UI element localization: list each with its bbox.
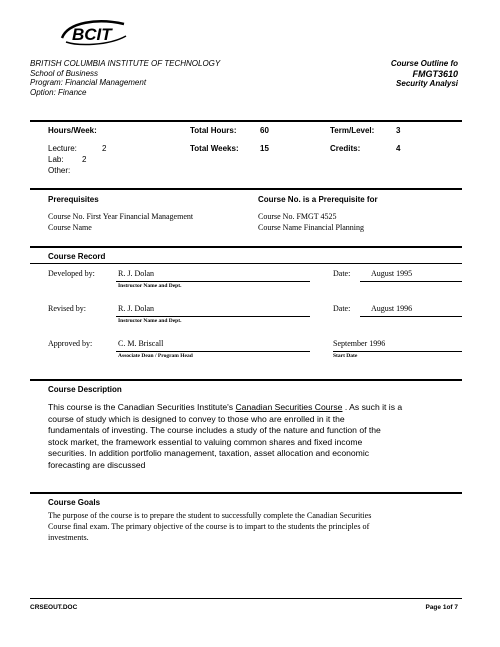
total-hours-value: 60 [260,126,269,135]
revised-label: Revised by: [48,304,86,313]
total-weeks-label: Total Weeks: [190,144,239,153]
revised-date-label: Date: [333,304,351,313]
signature-line [116,316,310,317]
prereq-course-no: Course No. First Year Financial Management [48,212,194,221]
total-hours-label: Total Hours: [190,126,237,135]
divider [30,246,462,248]
divider [30,379,462,381]
prereq-for-course-name: Course Name Financial Planning [258,223,364,232]
developed-name: R. J. Dolan [118,269,154,278]
course-record-heading: Course Record [48,252,106,261]
divider [30,188,462,190]
term-value: 3 [396,126,401,135]
revised-name: R. J. Dolan [118,304,154,313]
footer-page-number: Page 1of 7 [425,604,458,611]
lab-value: 2 [82,155,87,164]
divider [30,492,462,494]
signature-line [116,351,310,352]
header-left [30,59,220,97]
developed-date: August 1995 [371,269,413,278]
revised-caption: Instructor Name and Dept. [118,318,182,324]
description-text: . As such it is a [342,402,403,412]
date-line [333,351,462,352]
option-name: Option: Finance [30,87,87,97]
header-right [391,59,458,89]
developed-caption: Instructor Name and Dept. [118,283,182,289]
approved-label: Approved by: [48,339,93,348]
total-weeks-value: 15 [260,144,269,153]
goals-heading: Course Goals [48,498,101,507]
developed-date-label: Date: [333,269,351,278]
approved-name: C. M. Briscall [118,339,164,348]
hours-week-label: Hours/Week: [48,126,97,135]
prereq-course-name: Course Name [48,223,92,232]
approved-caption: Associate Dean / Program Head [118,353,193,359]
developed-label: Developed by: [48,269,95,278]
description-heading: Course Description [48,385,122,394]
signature-line [116,281,310,282]
credits-value: 4 [396,144,401,153]
date-line [360,316,462,317]
description-line: stock market, the framework essential to valuing common shares and fixed income [48,436,363,447]
course-code: FMGT3610 [412,69,458,79]
goals-line: investments. [48,533,89,542]
revised-date: August 1996 [371,304,413,313]
description-body [48,402,402,471]
goals-body [48,510,371,543]
lab-label: Lab: [48,155,64,164]
school-name: School of Business [30,68,99,78]
bcit-logo [58,16,130,52]
description-text: This course is the Canadian Securities Institute's [48,402,236,412]
description-line: forecasting are discussed [48,459,146,470]
lecture-value: 2 [102,144,107,153]
start-caption: Start Date [333,353,358,359]
divider [30,263,462,264]
course-title: Security Analysi [396,79,458,88]
outline-label: Course Outline fo [390,59,458,68]
description-line: securities. In addition portfolio management, taxation, asset allocation and economic [48,448,370,458]
program-name: Program: Financial Management [30,78,147,87]
date-line [360,281,462,282]
logo-text: BCIT [72,25,112,44]
prerequisites-heading: Prerequisites [48,195,99,204]
description-line: course of study which is designed to convey to those who are enrolled in it the [48,413,345,424]
institute-name: BRITISH COLUMBIA INSTITUTE OF TECHNOLOGY [30,59,221,68]
divider [30,120,462,122]
prereq-for-heading: Course No. is a Prerequisite for [258,195,378,204]
description-line: fundamentals of investing. The course includes a study of the nature and function of the [48,425,381,435]
other-label: Other: [48,166,71,175]
prereq-for-course-no: Course No. FMGT 4525 [258,212,337,221]
start-date: September 1996 [333,339,386,348]
term-label: Term/Level: [330,126,375,135]
footer-divider [30,598,462,599]
description-link-text: Canadian Securities Course [235,402,343,412]
goals-line: Course final exam. The primary objective of the course is to impart to the students the principles of [48,522,370,531]
footer-filename: CRSEOUT.DOC [30,604,78,611]
goals-line: The purpose of the course is to prepare the student to successfully complete the Canadian Securities [48,511,372,520]
lecture-label: Lecture: [48,144,77,153]
credits-label: Credits: [330,144,361,153]
description-line [48,402,402,414]
